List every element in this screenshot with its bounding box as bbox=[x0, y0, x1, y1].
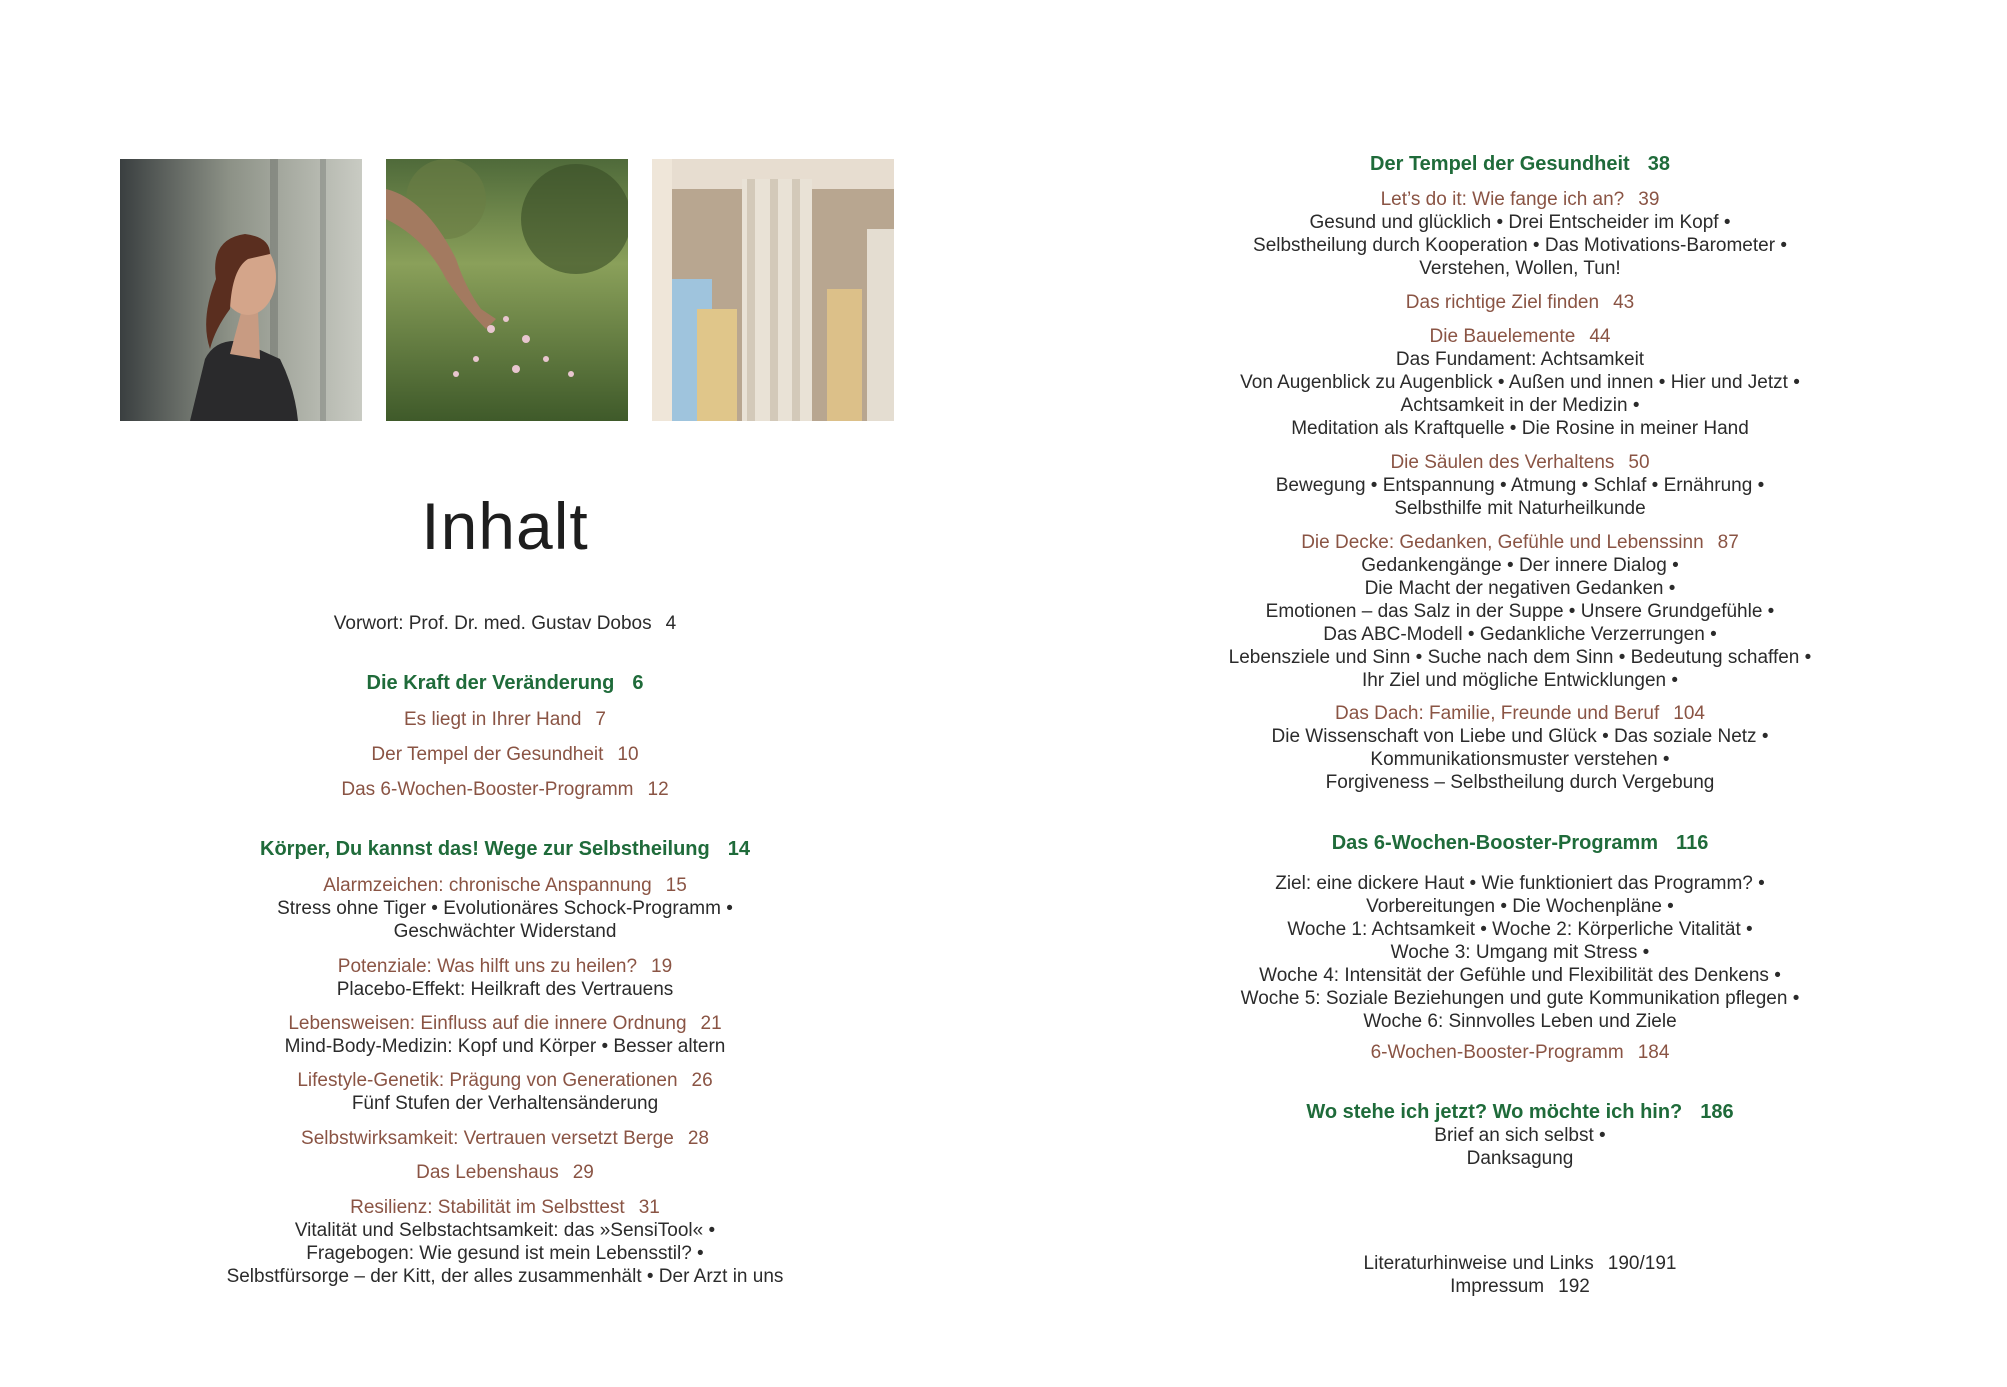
toc-entry[interactable]: Das richtige Ziel finden 43 bbox=[1405, 292, 1635, 313]
toc-entry[interactable]: Das 6-Wochen-Booster-Programm 12 bbox=[341, 779, 669, 800]
toc-entry[interactable]: Der Tempel der Gesundheit 10 bbox=[371, 744, 639, 765]
toc-entry[interactable]: Alarmzeichen: chronische Anspannung 15 Stress ohne Tiger • Evolutionäres Schock-Programm • Geschwächter Widerstand bbox=[277, 875, 733, 942]
toc-entry[interactable]: Potenziale: Was hilft uns zu heilen? 19 Placebo-Effekt: Heilkraft des Vertrauens bbox=[336, 956, 674, 1000]
toc-entry-vorwort[interactable] bbox=[155, 612, 855, 635]
toc-entry[interactable]: Lebensweisen: Einfluss auf die innere Ordnung 21 Mind-Body-Medizin: Kopf und Körper • Besser altern bbox=[284, 1013, 726, 1057]
toc-entry[interactable]: Das Lebenshaus 29 bbox=[416, 1162, 594, 1183]
page-number: 4 bbox=[665, 613, 677, 634]
toc-entry[interactable]: Lifestyle-Genetik: Prägung von Generationen 26 Fünf Stufen der Verhaltensänderung bbox=[297, 1070, 713, 1114]
toc-entry[interactable]: Das Dach: Familie, Freunde und Beruf 104 Die Wissenschaft von Liebe und Glück • Das soziale Netz • Kommunikationsmuster verstehen • Forgiveness – Selbstheilung durch Vergebung bbox=[1271, 703, 1769, 793]
entry-label: Vorwort: Prof. Dr. med. Gustav Dobos bbox=[333, 613, 652, 634]
toc-entry[interactable]: Resilienz: Stabilität im Selbsttest 31 Vitalität und Selbstachtsamkeit: das »SensiTool« • Fragebogen: Wie gesund ist mein Lebensstil? • Selbstfürsorge – der Kitt, der alles zusammenhält • Der Arzt in uns bbox=[226, 1197, 784, 1287]
photo-hand-meadow bbox=[386, 159, 628, 421]
toc-entry[interactable]: Es liegt in Ihrer Hand 7 bbox=[404, 709, 606, 730]
toc-chapter-koerper[interactable]: Körper, Du kannst das! Wege zur Selbstheilung 14 bbox=[260, 838, 750, 860]
toc-entry[interactable]: Brief an sich selbst • Danksagung bbox=[1434, 1125, 1606, 1169]
toc-entry[interactable]: Ziel: eine dickere Haut • Wie funktioniert das Programm? • Vorbereitungen • Die Wochenpläne • Woche 1: Achtsamkeit • Woche 2: Körperliche Vitalität • Woche 3: Umgang mit Stress • Woche 4: Intensität der Gefühle und Flexibilität des Denkens • Woche 5: Soziale Beziehungen und gute Kommunikation pflegen • Woche 6: Sinnvolles Leben und Ziele bbox=[1240, 873, 1800, 1032]
page-title: Inhalt bbox=[421, 489, 589, 563]
toc-chapter-booster[interactable]: Das 6-Wochen-Booster-Programm 116 bbox=[1331, 832, 1709, 854]
toc-chapter-kraft[interactable]: Die Kraft der Veränderung 6 bbox=[366, 672, 644, 694]
toc-entry[interactable]: Die Säulen des Verhaltens 50 Bewegung • Entspannung • Atmung • Schlaf • Ernährung • Selbsthilfe mit Naturheilkunde bbox=[1275, 452, 1765, 519]
toc-entry[interactable]: Die Bauelemente 44 Das Fundament: Achtsamkeit Von Augenblick zu Augenblick • Außen und innen • Hier und Jetzt • Achtsamkeit in der Medizin • Meditation als Kraftquelle • Die Rosine in meiner Hand bbox=[1240, 326, 1800, 439]
photo-woman-breathing bbox=[120, 159, 362, 421]
toc-entry[interactable]: Let’s do it: Wie fange ich an? 39 Gesund und glücklich • Drei Entscheider im Kopf • Selbstheilung durch Kooperation • Das Motivations-Barometer • Verstehen, Wollen, Tun! bbox=[1253, 189, 1787, 279]
photo-temple-columns bbox=[652, 159, 894, 421]
toc-chapter-tempel[interactable]: Der Tempel der Gesundheit 38 bbox=[1370, 153, 1670, 175]
toc-entry[interactable]: 6-Wochen-Booster-Programm 184 bbox=[1370, 1042, 1670, 1063]
toc-chapter-wo[interactable]: Wo stehe ich jetzt? Wo möchte ich hin? 186 bbox=[1306, 1101, 1734, 1123]
toc-entry[interactable]: Die Decke: Gedanken, Gefühle und Lebenssinn 87 Gedankengänge • Der innere Dialog • Die Macht der negativen Gedanken • Emotionen – das Salz in der Suppe • Unsere Grundgefühle • Das ABC-Modell • Gedankliche Verzerrungen • Lebensziele und Sinn • Suche nach dem Sinn • Bedeutung schaffen • Ihr Ziel und mögliche Entwicklungen • bbox=[1228, 532, 1812, 691]
toc-entry-literatur[interactable]: Literaturhinweise und Links 190/191 bbox=[1363, 1253, 1677, 1274]
toc-entry[interactable]: Selbstwirksamkeit: Vertrauen versetzt Berge 28 bbox=[301, 1128, 709, 1149]
toc-entry-impressum[interactable]: Impressum 192 bbox=[1450, 1276, 1590, 1297]
